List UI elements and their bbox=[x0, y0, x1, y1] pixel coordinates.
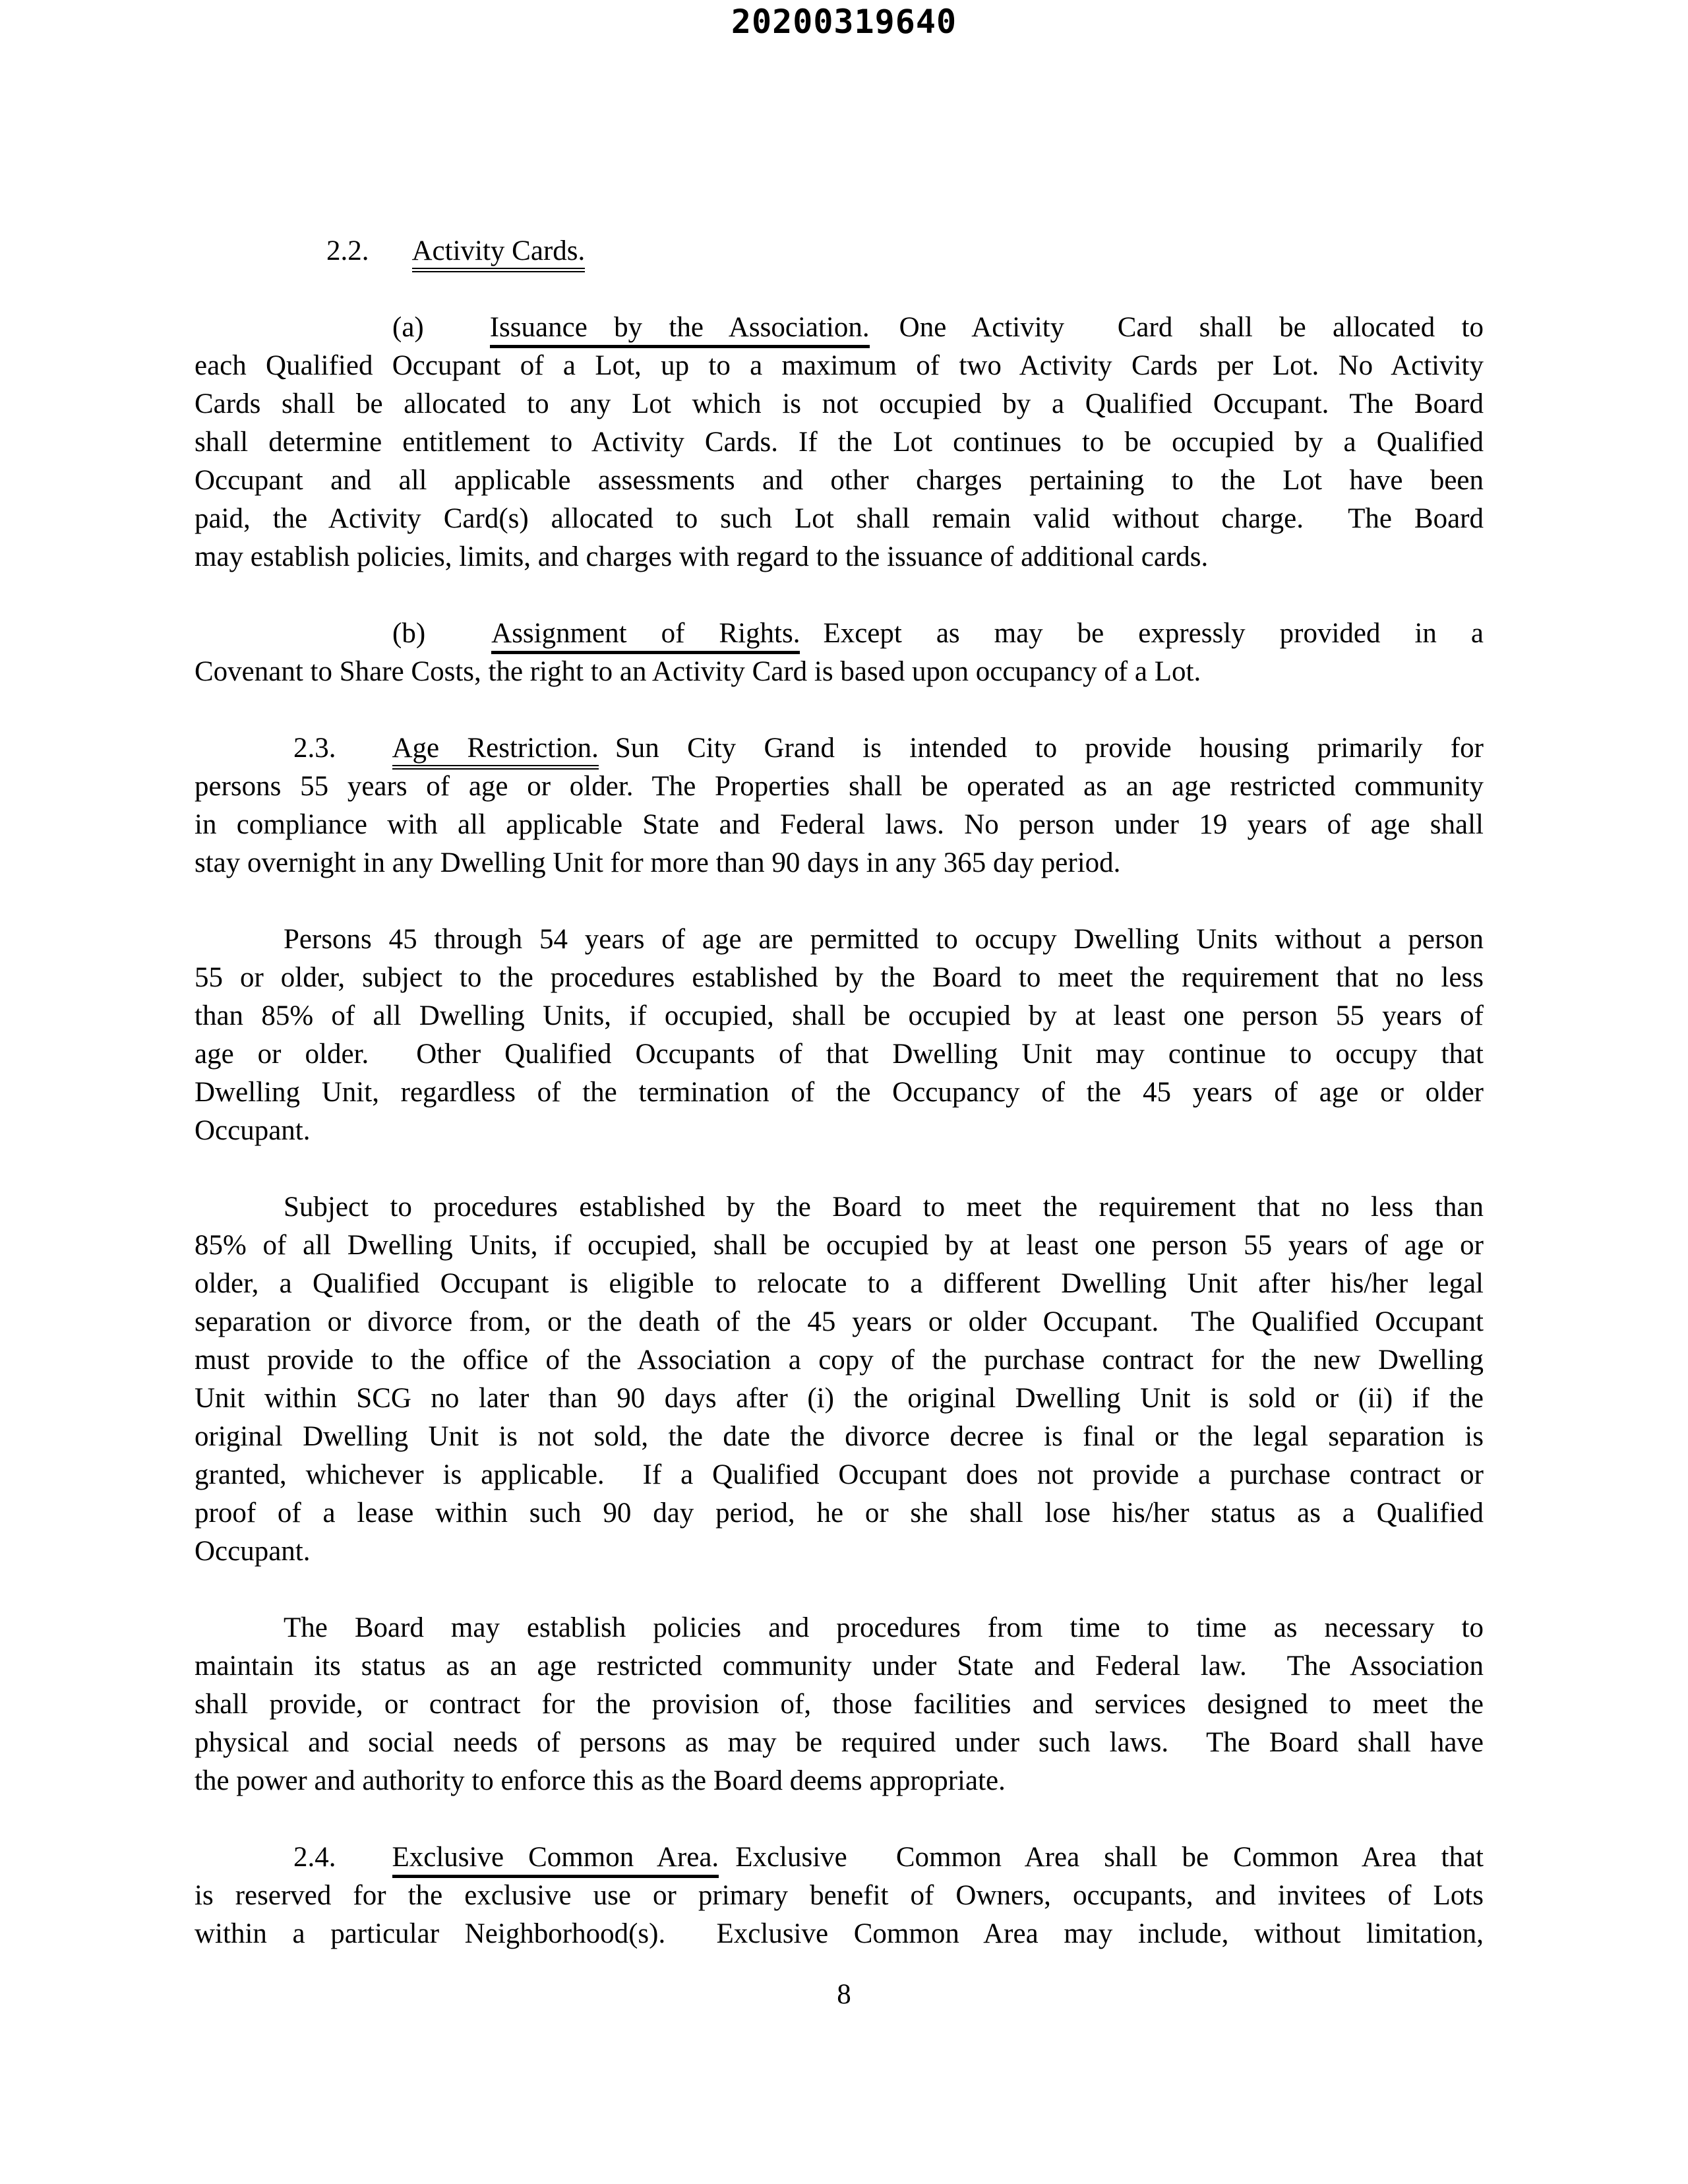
text-line: separation or divorce from, or the death of the 45 years or older Occupant. The Qualified Occupant bbox=[195, 1306, 1484, 1337]
text-run: 2.2. bbox=[326, 235, 369, 266]
text-line: shall determine entitlement to Activity Cards. If the Lot continues to be occupied by a Qualified bbox=[195, 427, 1484, 458]
text-line: Cards shall be allocated to any Lot which is not occupied by a Qualified Occupant. The Board bbox=[195, 388, 1484, 419]
para-2.2-a-issuance bbox=[195, 309, 1484, 576]
para-board-enforcement bbox=[195, 1609, 1484, 1800]
text-run: 2.3. bbox=[293, 733, 336, 764]
text-line: is reserved for the exclusive use or primary benefit of Owners, occupants, and invitees of Lots bbox=[195, 1880, 1484, 1911]
recording-number: 20200319640 bbox=[731, 3, 957, 41]
text-line: proof of a lease within such 90 day period, he or she shall lose his/her status as a Qualified bbox=[195, 1498, 1484, 1529]
section-2.2-heading bbox=[195, 232, 1484, 270]
document-body bbox=[195, 232, 1484, 1953]
tab-space bbox=[599, 756, 615, 757]
text-line: physical and social needs of persons as may be required under such laws. The Board shall have bbox=[195, 1727, 1484, 1758]
text-line: age or older. Other Qualified Occupants of that Dwelling Unit may continue to occupy that bbox=[195, 1039, 1484, 1070]
text-line: persons 55 years of age or older. The Properties shall be operated as an age restricted community bbox=[195, 771, 1484, 802]
text-line: Occupant. bbox=[195, 1536, 311, 1567]
para-2.2-b-assignment bbox=[195, 615, 1484, 691]
text-line bbox=[195, 615, 1484, 653]
text-line: Unit within SCG no later than 90 days after (i) the original Dwelling Unit is sold or (ii) if the bbox=[195, 1383, 1484, 1414]
text-line: shall provide, or contract for the provision of, those facilities and services designed to meet the bbox=[195, 1689, 1484, 1720]
text-run: One Activity Card shall be allocated to bbox=[899, 312, 1484, 343]
text-line: 85% of all Dwelling Units, if occupied, shall be occupied by at least one person 55 years of age or bbox=[195, 1230, 1484, 1261]
text-line: than 85% of all Dwelling Units, if occupied, shall be occupied by at least one person 55 years of bbox=[195, 1000, 1484, 1031]
text-line: granted, whichever is applicable. If a Qualified Occupant does not provide a purchase contract or bbox=[195, 1459, 1484, 1490]
text-run: 2.4. bbox=[293, 1842, 336, 1873]
underlined-heading-text: Assignment of Rights. bbox=[491, 618, 800, 654]
text-line: 55 or older, subject to the procedures established by the Board to meet the requirement that no less bbox=[195, 962, 1484, 993]
text-line bbox=[195, 729, 1484, 768]
text-line: paid, the Activity Card(s) allocated to such Lot shall remain valid without charge. The Board bbox=[195, 503, 1484, 534]
text-line: stay overnight in any Dwelling Unit for more than 90 days in any 365 day period. bbox=[195, 847, 1121, 878]
text-run: (b) bbox=[392, 618, 426, 649]
text-line: Persons 45 through 54 years of age are permitted to occupy Dwelling Units without a person bbox=[284, 924, 1484, 955]
para-45-54-occupancy bbox=[195, 921, 1484, 1150]
text-line: Occupant. bbox=[195, 1115, 311, 1146]
para-relocation bbox=[195, 1188, 1484, 1571]
text-line bbox=[195, 232, 1484, 270]
underlined-heading-text: Exclusive Common Area. bbox=[392, 1842, 719, 1878]
text-line: maintain its status as an age restricted community under State and Federal law. The Association bbox=[195, 1651, 1484, 1682]
text-line: the power and authority to enforce this as the Board deems appropriate. bbox=[195, 1765, 1006, 1796]
text-run: Exclusive Common Area shall be Common Area that bbox=[735, 1842, 1484, 1873]
page-number: 8 bbox=[837, 1979, 851, 2010]
text-line: older, a Qualified Occupant is eligible to relocate to a different Dwelling Unit after his/her legal bbox=[195, 1268, 1484, 1299]
text-run: Sun City Grand is intended to provide housing primarily for bbox=[615, 733, 1484, 764]
text-line: Covenant to Share Costs, the right to an Activity Card is based upon occupancy of a Lot. bbox=[195, 656, 1201, 687]
text-line bbox=[195, 309, 1484, 347]
section-2.4-exclusive-common-area bbox=[195, 1838, 1484, 1953]
tab-space bbox=[336, 756, 392, 757]
underlined-heading-text: Age Restriction. bbox=[392, 733, 599, 770]
text-line: within a particular Neighborhood(s). Exclusive Common Area may include, without limitation, bbox=[195, 1918, 1484, 1949]
text-line: Occupant and all applicable assessments and other charges pertaining to the Lot have been bbox=[195, 465, 1484, 496]
section-2.3-age-restriction bbox=[195, 729, 1484, 882]
text-run: Except as may be expressly provided in a bbox=[823, 618, 1484, 649]
text-run: (a) bbox=[392, 312, 424, 343]
text-line: Subject to procedures established by the Board to meet the requirement that no less than bbox=[284, 1192, 1484, 1223]
text-line: may establish policies, limits, and charges with regard to the issuance of additional cards. bbox=[195, 541, 1209, 572]
text-line: must provide to the office of the Association a copy of the purchase contract for the new Dwelling bbox=[195, 1345, 1484, 1376]
underlined-heading-text: Activity Cards. bbox=[412, 235, 586, 272]
underlined-heading-text: Issuance by the Association. bbox=[490, 312, 870, 348]
text-line: each Qualified Occupant of a Lot, up to a maximum of two Activity Cards per Lot. No Activity bbox=[195, 350, 1484, 381]
text-line: The Board may establish policies and procedures from time to time as necessary to bbox=[284, 1612, 1484, 1643]
text-line bbox=[195, 1838, 1484, 1877]
tab-space bbox=[369, 259, 412, 260]
text-line: in compliance with all applicable State and Federal laws. No person under 19 years of age shall bbox=[195, 809, 1484, 840]
text-line: Dwelling Unit, regardless of the termination of the Occupancy of the 45 years of age or older bbox=[195, 1077, 1484, 1108]
text-line: original Dwelling Unit is not sold, the date the divorce decree is final or the legal separation is bbox=[195, 1421, 1484, 1452]
